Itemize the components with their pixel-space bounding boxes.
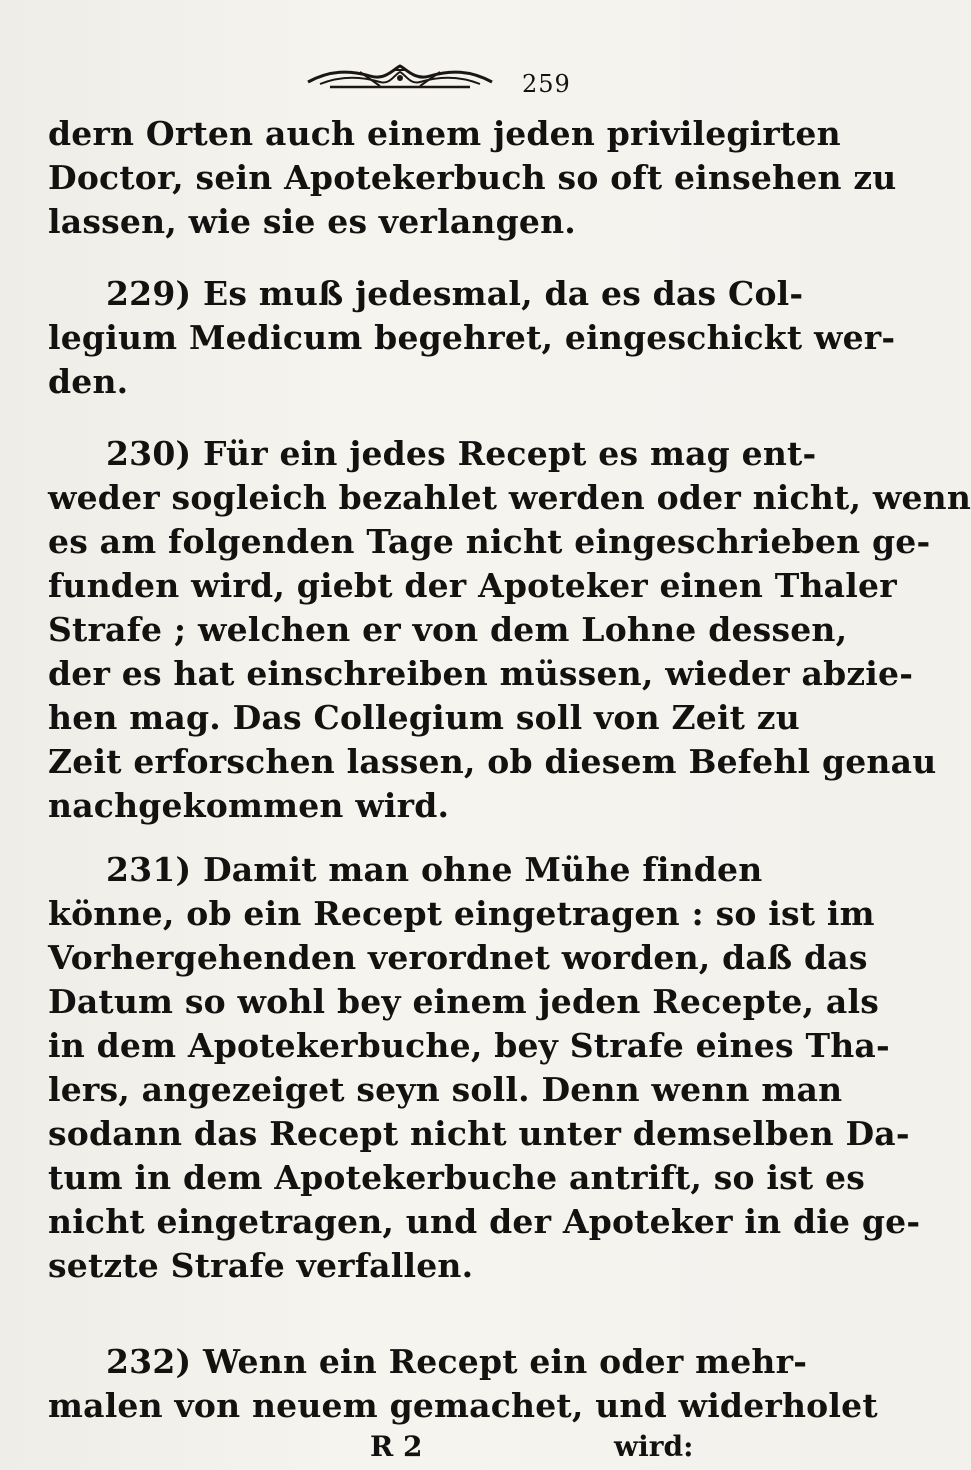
text-line: 231) Damit man ohne Mühe finden: [106, 850, 763, 889]
text-line: nachgekommen wird.: [48, 786, 450, 825]
text-line: in dem Apotekerbuche, bey Strafe eines Tha‑: [48, 1026, 890, 1065]
text-line: lassen, wie sie es verlangen.: [48, 202, 576, 241]
paragraph-continuation: [48, 112, 897, 244]
paragraph-231: [48, 848, 921, 1288]
text-line: Doctor, sein Apotekerbuch so oft einsehen zu: [48, 158, 897, 197]
text-line: der es hat einschreiben müssen, wieder abzie‑: [48, 654, 914, 693]
paragraph-230: [48, 432, 971, 828]
text-line: Datum so wohl bey einem jeden Recepte, als: [48, 982, 879, 1021]
text-line: setzte Strafe verfallen.: [48, 1246, 474, 1285]
page-number: 259: [522, 70, 571, 98]
text-line: hen mag. Das Collegium soll von Zeit zu: [48, 698, 800, 737]
catchword: wird:: [614, 1430, 694, 1463]
text-line: sodann das Recept nicht unter demselben Da‑: [48, 1114, 910, 1153]
text-line: Vorhergehenden verordnet worden, daß das: [48, 938, 868, 977]
text-line: legium Medicum begehret, eingeschickt wer‑: [48, 318, 896, 357]
text-line: es am folgenden Tage nicht eingeschrieben ge‑: [48, 522, 931, 561]
paragraph-229: [48, 272, 896, 404]
text-line: tum in dem Apotekerbuche antrift, so ist es: [48, 1158, 866, 1197]
text-line: 229) Es muß jedesmal, da es das Col‑: [106, 274, 804, 313]
text-line: malen von neuem gemachet, und widerholet: [48, 1386, 878, 1425]
paragraph-232: [48, 1340, 878, 1428]
text-line: Zeit erforschen lassen, ob diesem Befehl genau: [48, 742, 937, 781]
text-line: Strafe ; welchen er von dem Lohne dessen,: [48, 610, 848, 649]
text-line: den.: [48, 362, 129, 401]
text-line: lers, angezeiget seyn soll. Denn wenn man: [48, 1070, 843, 1109]
signature-mark: R 2: [370, 1430, 423, 1463]
printers-ornament-icon: [300, 62, 500, 92]
text-line: weder sogleich bezahlet werden oder nicht, wenn: [48, 478, 971, 517]
text-line: 230) Für ein jedes Recept es mag ent‑: [106, 434, 817, 473]
text-line: nicht eingetragen, und der Apoteker in die ge‑: [48, 1202, 921, 1241]
text-line: könne, ob ein Recept eingetragen : so ist im: [48, 894, 875, 933]
text-line: funden wird, giebt der Apoteker einen Thaler: [48, 566, 897, 605]
text-line: dern Orten auch einem jeden privilegirten: [48, 114, 841, 153]
text-line: 232) Wenn ein Recept ein oder mehr‑: [106, 1342, 808, 1381]
